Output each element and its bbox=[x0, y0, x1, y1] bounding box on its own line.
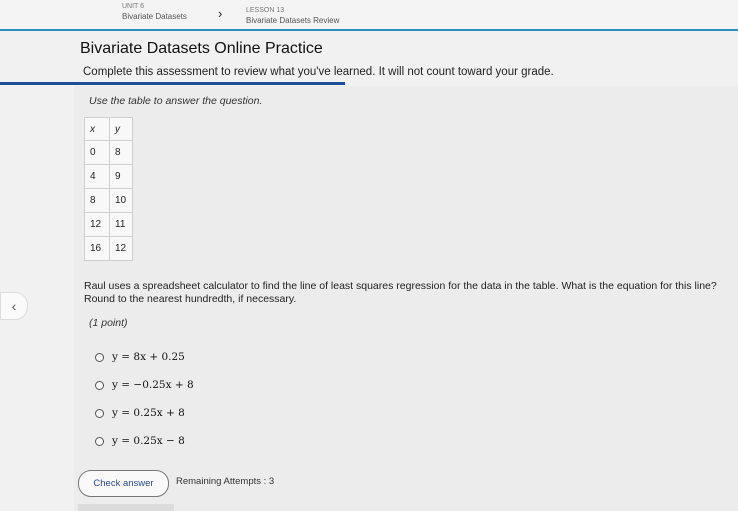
question-text: Raul uses a spreadsheet calculator to find the line of least squares regression for the data in the table. What is the equation for this line? Round to the nearest hundredth, if necessary. bbox=[84, 280, 717, 305]
table-header-row bbox=[85, 118, 133, 141]
bottom-divider bbox=[78, 504, 174, 511]
data-table bbox=[84, 117, 133, 261]
column-header-x: x bbox=[85, 118, 110, 141]
lesson-title: Bivariate Datasets Review bbox=[246, 16, 340, 25]
answer-choice-4[interactable] bbox=[95, 433, 185, 449]
radio-button[interactable] bbox=[95, 381, 104, 390]
answer-choice-1[interactable] bbox=[95, 349, 185, 365]
table-row bbox=[85, 189, 133, 213]
table-row bbox=[85, 141, 133, 165]
table-row bbox=[85, 165, 133, 189]
answer-choice-2[interactable] bbox=[95, 377, 194, 393]
table-cell: 12 bbox=[85, 213, 110, 237]
table-cell: 16 bbox=[85, 237, 110, 261]
header-divider bbox=[0, 29, 738, 31]
unit-title: Bivariate Datasets bbox=[122, 12, 187, 21]
page-title: Bivariate Datasets Online Practice bbox=[80, 40, 323, 57]
breadcrumb-lesson[interactable] bbox=[246, 6, 339, 26]
unit-label: UNIT 6 bbox=[122, 3, 145, 10]
table-cell: 8 bbox=[85, 189, 110, 213]
points-label: (1 point) bbox=[89, 317, 128, 329]
table-cell: 8 bbox=[110, 141, 133, 165]
title-underline bbox=[0, 82, 345, 85]
table-cell: 10 bbox=[110, 189, 133, 213]
choice-label: y = 8x + 0.25 bbox=[112, 351, 185, 363]
table-cell: 9 bbox=[110, 165, 133, 189]
choice-label: y = −0.25x + 8 bbox=[112, 379, 194, 391]
table-cell: 0 bbox=[85, 141, 110, 165]
table-row bbox=[85, 213, 133, 237]
chevron-right-icon: › bbox=[218, 6, 223, 21]
remaining-attempts-label: Remaining Attempts : 3 bbox=[176, 476, 275, 487]
table-cell: 11 bbox=[110, 213, 133, 237]
page-subtitle: Complete this assessment to review what you've learned. It will not count toward your grade. bbox=[83, 66, 554, 78]
answer-choice-3[interactable] bbox=[95, 405, 185, 421]
radio-button[interactable] bbox=[95, 409, 104, 418]
check-answer-button[interactable]: Check answer bbox=[78, 470, 169, 497]
choice-label: y = 0.25x − 8 bbox=[112, 435, 185, 447]
lesson-label: LESSON 13 bbox=[246, 7, 285, 14]
table-cell: 4 bbox=[85, 165, 110, 189]
column-header-y: y bbox=[110, 118, 133, 141]
top-bar bbox=[0, 0, 738, 30]
table-cell: 12 bbox=[110, 237, 133, 261]
radio-button[interactable] bbox=[95, 437, 104, 446]
breadcrumb-unit[interactable] bbox=[122, 2, 187, 22]
chevron-left-icon[interactable]: ‹ bbox=[0, 292, 28, 320]
choice-label: y = 0.25x + 8 bbox=[112, 407, 185, 419]
table-row bbox=[85, 237, 133, 261]
radio-button[interactable] bbox=[95, 353, 104, 362]
table-prompt: Use the table to answer the question. bbox=[89, 95, 263, 107]
